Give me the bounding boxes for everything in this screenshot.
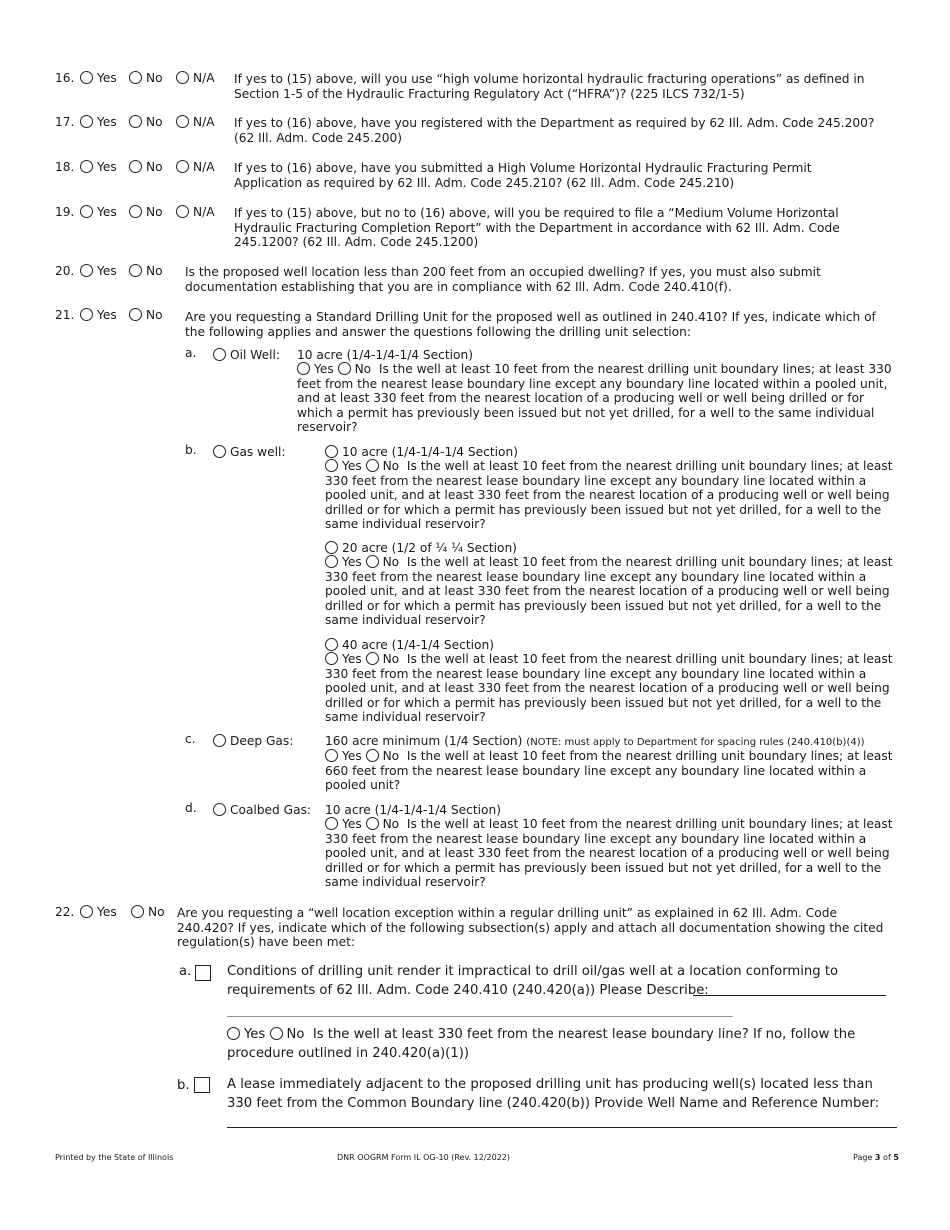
q22b-text: A lease immediately adjacent to the proposed drilling unit has producing well(s) located less than 330 feet from the Common Boundary line (240.420(b)) Provide Well Name and Reference Number:: [227, 1077, 880, 1111]
footer-form-id: DNR OOGRM Form IL OG-10 (Rev. 12/2022): [337, 1153, 510, 1162]
radio-icon[interactable]: [80, 308, 93, 321]
q22-no-option[interactable]: No: [131, 905, 165, 920]
q18-no-option[interactable]: No: [129, 160, 163, 175]
q21a-letter: a.: [185, 346, 197, 360]
q21c-note: (NOTE: must apply to Department for spacing rules (240.410(b)(4)): [526, 737, 865, 748]
q21a-oil-well-option[interactable]: Oil Well:: [213, 348, 280, 363]
q18-na-option[interactable]: N/A: [176, 160, 215, 175]
q22b-well-name-line[interactable]: [227, 1127, 897, 1128]
radio-icon[interactable]: [80, 115, 93, 128]
q21d-yes-option[interactable]: Yes: [325, 817, 362, 831]
q21c-letter: c.: [185, 732, 196, 746]
radio-icon[interactable]: [129, 71, 142, 84]
q21a-acre: 10 acre (1/4-1/4-1/4 Section): [297, 348, 473, 362]
q21a-no-option[interactable]: No: [338, 362, 372, 376]
q19-no-option[interactable]: No: [129, 205, 163, 220]
q21b-20-no-option[interactable]: No: [366, 555, 400, 569]
radio-icon[interactable]: [176, 160, 189, 173]
radio-icon[interactable]: [129, 115, 142, 128]
footer-printed-by: Printed by the State of Illinois: [55, 1153, 174, 1162]
radio-icon[interactable]: [325, 749, 338, 762]
q21b-40-acre-option[interactable]: 40 acre (1/4-1/4 Section): [325, 638, 494, 653]
q22a-checkbox[interactable]: [195, 965, 211, 981]
q22b-checkbox[interactable]: [194, 1077, 210, 1093]
q21b-10-no-option[interactable]: No: [366, 459, 400, 473]
radio-icon[interactable]: [325, 555, 338, 568]
radio-icon[interactable]: [325, 638, 338, 651]
radio-icon[interactable]: [129, 308, 142, 321]
q21b-10-acre-question: Yes No Is the well at least 10 feet from the nearest drilling unit boundary lines; at least 330 feet from the nearest lease boundary line except any boundary line located within a pooled unit, and at least 330 feet from the nearest location of a producing well or well being drilled or for which a permit has previously been issued but not yet drilled, for a well to the same individual reservoir?: [325, 459, 893, 532]
q22a-no-option[interactable]: No: [270, 1027, 305, 1042]
q21c-acre: 160 acre minimum (1/4 Section) (NOTE: must apply to Department for spacing rules (240.410(b)(4)): [325, 734, 865, 748]
q21b-letter: b.: [185, 443, 197, 457]
radio-icon[interactable]: [129, 205, 142, 218]
radio-icon[interactable]: [366, 459, 379, 472]
q21b-gas-well-option[interactable]: Gas well:: [213, 445, 285, 460]
q17-no-option[interactable]: No: [129, 115, 163, 130]
q16-no-option[interactable]: No: [129, 71, 163, 86]
radio-icon[interactable]: [325, 445, 338, 458]
radio-icon[interactable]: [80, 205, 93, 218]
q19-yes-option[interactable]: Yes: [80, 205, 117, 220]
q22a-describe-line[interactable]: [693, 995, 886, 996]
radio-icon[interactable]: [80, 264, 93, 277]
radio-icon[interactable]: [213, 348, 226, 361]
radio-icon[interactable]: [80, 905, 93, 918]
q17-yes-option[interactable]: Yes: [80, 115, 117, 130]
q17-na-option[interactable]: N/A: [176, 115, 215, 130]
radio-icon[interactable]: [325, 652, 338, 665]
radio-icon[interactable]: [297, 362, 310, 375]
q21a-yes-option[interactable]: Yes: [297, 362, 334, 376]
radio-icon[interactable]: [213, 803, 226, 816]
radio-icon[interactable]: [213, 445, 226, 458]
radio-icon[interactable]: [176, 115, 189, 128]
q20-text: Is the proposed well location less than 200 feet from an occupied dwelling? If yes, you must also submit documentation establishing that you are in compliance with 62 Ill. Adm. Code 240.410(f).: [185, 265, 821, 294]
radio-icon[interactable]: [80, 160, 93, 173]
radio-icon[interactable]: [325, 541, 338, 554]
radio-icon[interactable]: [366, 817, 379, 830]
q22-number: 22.: [55, 905, 75, 919]
q21b-20-acre-option[interactable]: 20 acre (1/2 of ¼ ¼ Section): [325, 541, 517, 556]
radio-icon[interactable]: [227, 1027, 240, 1040]
q21-text: Are you requesting a Standard Drilling Unit for the proposed well as outlined in 240.410? If yes, indicate which of the following applies and answer the questions following the drilling unit selection:: [185, 310, 876, 339]
q21-number: 21.: [55, 308, 75, 322]
q21c-question: Yes No Is the well at least 10 feet from the nearest drilling unit boundary lines; at least 660 feet from the nearest lease boundary line except any boundary line located within a pooled unit?: [325, 749, 893, 793]
q20-yes-option[interactable]: Yes: [80, 264, 117, 279]
q21d-coalbed-gas-option[interactable]: Coalbed Gas:: [213, 803, 311, 818]
radio-icon[interactable]: [176, 71, 189, 84]
radio-icon[interactable]: [325, 459, 338, 472]
radio-icon[interactable]: [131, 905, 144, 918]
q16-number: 16.: [55, 71, 75, 85]
q22a-yes-option[interactable]: Yes: [227, 1027, 265, 1042]
q21d-no-option[interactable]: No: [366, 817, 400, 831]
radio-icon[interactable]: [338, 362, 351, 375]
radio-icon[interactable]: [129, 160, 142, 173]
q21d-question: Yes No Is the well at least 10 feet from the nearest drilling unit boundary lines; at least 330 feet from the nearest lease boundary line except any boundary line located within a pooled unit, and at least 330 feet from the nearest location of a producing well or well being drilled or for which a permit has previously been issued but not yet drilled, for a well to the same individual reservoir?: [325, 817, 893, 890]
q21c-deep-gas-option[interactable]: Deep Gas:: [213, 734, 293, 749]
q21b-10-yes-option[interactable]: Yes: [325, 459, 362, 473]
q21b-40-acre-question: Yes No Is the well at least 10 feet from the nearest drilling unit boundary lines; at least 330 feet from the nearest lease boundary line except any boundary line located within a pooled unit, and at least 330 feet from the nearest location of a producing well or well being drilled or for which a permit has previously been issued but not yet drilled, for a well to the same individual reservoir?: [325, 652, 893, 725]
q21a-question: Yes No Is the well at least 10 feet from the nearest drilling unit boundary lines; at least 330 feet from the nearest lease boundary line except any boundary line located within a pooled unit, and at least 330 feet from the nearest location of a producing well or well being drilled or for which a permit has previously been issued but not yet drilled, for a well to the same individual reservoir?: [297, 362, 892, 435]
footer-page-number: Page 3 of 5: [853, 1153, 899, 1162]
q21b-40-no-option[interactable]: No: [366, 652, 400, 666]
q22a-question: Yes No Is the well at least 330 feet from the nearest lease boundary line? If no, follow the procedure outlined in 240.420(a)(1)): [227, 1027, 856, 1061]
radio-icon[interactable]: [325, 817, 338, 830]
q22-text: Are you requesting a “well location exception within a regular drilling unit” as explained in 62 Ill. Adm. Code 240.420? If yes, indicate which of the following subsection(s) apply and attach all documentation showing the cited regulation(s) have been met:: [177, 906, 884, 950]
radio-icon[interactable]: [366, 555, 379, 568]
q22a-dashed-line: ______________________________________________________________________: [227, 1003, 733, 1017]
radio-icon[interactable]: [270, 1027, 283, 1040]
radio-icon[interactable]: [176, 205, 189, 218]
q21b-10-acre-option[interactable]: 10 acre (1/4-1/4-1/4 Section): [325, 445, 518, 460]
radio-icon[interactable]: [80, 71, 93, 84]
q22-yes-option[interactable]: Yes: [80, 905, 117, 920]
radio-icon[interactable]: [366, 749, 379, 762]
q20-number: 20.: [55, 264, 75, 278]
q16-yes-option[interactable]: Yes: [80, 71, 117, 86]
q22b-letter: b.: [177, 1078, 190, 1093]
q20-no-option[interactable]: No: [129, 264, 163, 279]
q21d-acre: 10 acre (1/4-1/4-1/4 Section): [325, 803, 501, 817]
q21b-20-acre-question: Yes No Is the well at least 10 feet from the nearest drilling unit boundary lines; at least 330 feet from the nearest lease boundary line except any boundary line located within a pooled unit, and at least 330 feet from the nearest location of a producing well or well being drilled or for which a permit has previously been issued but not yet drilled, for a well to the same individual reservoir?: [325, 555, 893, 628]
q19-na-option[interactable]: N/A: [176, 205, 215, 220]
q21b-20-yes-option[interactable]: Yes: [325, 555, 362, 569]
q22a-text: Conditions of drilling unit render it impractical to drill oil/gas well at a location conforming to requirements of 62 Ill. Adm. Code 240.410 (240.420(a)) Please Describe:: [227, 964, 839, 998]
q17-number: 17.: [55, 115, 75, 129]
q21-yes-option[interactable]: Yes: [80, 308, 117, 323]
radio-icon[interactable]: [213, 734, 226, 747]
q21-no-option[interactable]: No: [129, 308, 163, 323]
q16-na-option[interactable]: N/A: [176, 71, 215, 86]
q18-number: 18.: [55, 160, 75, 174]
radio-icon[interactable]: [366, 652, 379, 665]
q16-text: If yes to (15) above, will you use “high volume horizontal hydraulic fracturing operations” as defined in Section 1-5 of the Hydraulic Fracturing Regulatory Act (“HFRA”)? (225 ILCS 732/1-5): [234, 72, 865, 101]
q18-yes-option[interactable]: Yes: [80, 160, 117, 175]
q21d-letter: d.: [185, 801, 197, 815]
q21c-no-option[interactable]: No: [366, 749, 400, 763]
radio-icon[interactable]: [129, 264, 142, 277]
q19-text: If yes to (15) above, but no to (16) above, will you be required to file a “Medium Volume Horizontal Hydraulic Fracturing Completion Report” with the Department in accordance with 62 Ill. Adm. Code 245.1200? (62 Ill. Adm. Code 245.1200): [234, 206, 840, 250]
q21c-yes-option[interactable]: Yes: [325, 749, 362, 763]
q22a-letter: a.: [179, 964, 192, 979]
q18-text: If yes to (16) above, have you submitted a High Volume Horizontal Hydraulic Fracturing Permit Application as required by 62 Ill. Adm. Code 245.210? (62 Ill. Adm. Code 245.210): [234, 161, 812, 190]
q19-number: 19.: [55, 205, 75, 219]
q17-text: If yes to (16) above, have you registered with the Department as required by 62 Ill. Adm. Code 245.200? (62 Ill. Adm. Code 245.200): [234, 116, 875, 145]
q21b-40-yes-option[interactable]: Yes: [325, 652, 362, 666]
